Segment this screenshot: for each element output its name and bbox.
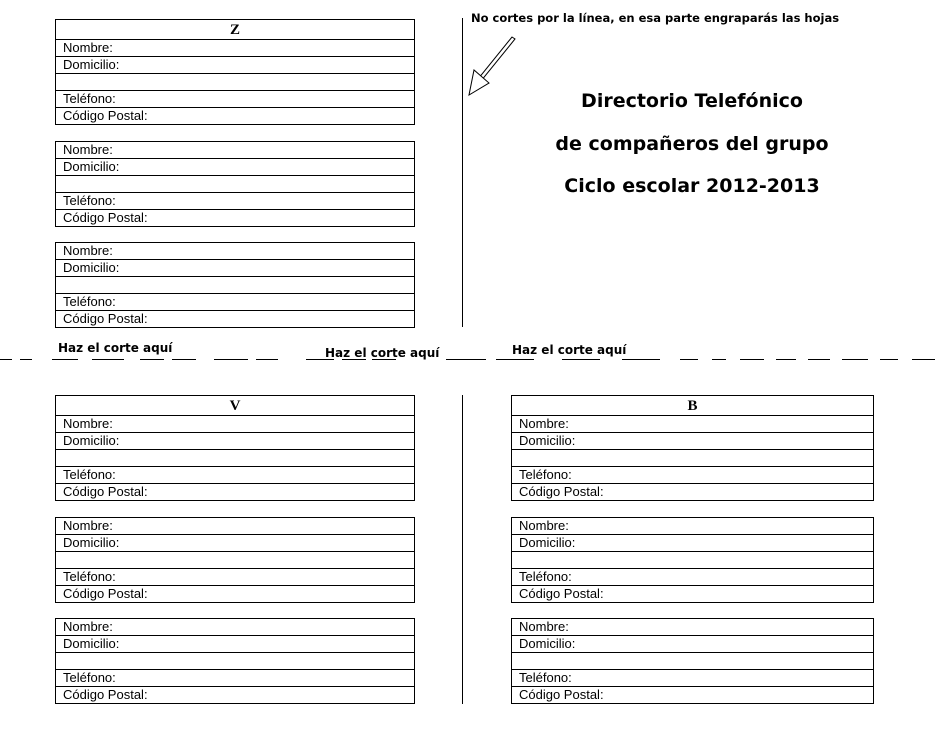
domicilio-label: Domicilio:	[56, 159, 414, 176]
cut-here-label-3: Haz el corte aquí	[512, 343, 627, 357]
domicilio-blank-line	[56, 176, 414, 193]
domicilio-label: Domicilio:	[512, 636, 873, 653]
cut-here-label-1: Haz el corte aquí	[58, 341, 173, 355]
nombre-label: Nombre:	[56, 518, 414, 535]
nombre-label: Nombre:	[56, 416, 414, 433]
telefono-label: Teléfono:	[56, 670, 414, 687]
codigo-postal-label: Código Postal:	[63, 586, 148, 601]
domicilio-label: Domicilio:	[56, 57, 414, 74]
cut-here-label-2: Haz el corte aquí	[325, 346, 440, 360]
telefono-label: Teléfono:	[512, 670, 873, 687]
nombre-label: Nombre:	[56, 243, 414, 260]
section-letter-z: Z	[56, 20, 414, 40]
title-line-3: Ciclo escolar 2012-2013	[564, 175, 820, 197]
codigo-postal-label: Código Postal:	[63, 108, 148, 123]
telefono-label: Teléfono:	[56, 294, 414, 311]
contact-card-b-3	[511, 618, 874, 704]
codigo-postal-label: Código Postal:	[63, 210, 148, 225]
nombre-label: Nombre:	[56, 142, 414, 159]
contact-card-v-2	[55, 517, 415, 603]
telefono-label: Teléfono:	[56, 91, 414, 108]
nombre-label: Nombre:	[56, 40, 414, 57]
contact-card-b-1	[511, 395, 874, 501]
codigo-postal-label: Código Postal:	[63, 687, 148, 702]
domicilio-blank-line	[56, 277, 414, 294]
codigo-postal-label: Código Postal:	[63, 311, 148, 326]
nombre-label: Nombre:	[56, 619, 414, 636]
domicilio-blank-line	[56, 653, 414, 670]
nombre-label: Nombre:	[512, 619, 873, 636]
domicilio-blank-line	[512, 653, 873, 670]
domicilio-label: Domicilio:	[512, 535, 873, 552]
contact-card-b-2	[511, 517, 874, 603]
section-letter-v: V	[56, 396, 414, 416]
domicilio-blank-line	[56, 450, 414, 467]
staple-fold-line-bottom	[462, 395, 463, 704]
codigo-postal-label: Código Postal:	[519, 484, 604, 499]
staple-fold-line-top	[462, 18, 463, 327]
arrow-icon	[464, 34, 516, 98]
staple-instruction-note: No cortes por la línea, en esa parte engraparás las hojas	[471, 11, 840, 25]
nombre-label: Nombre:	[512, 518, 873, 535]
title-line-1: Directorio Telefónico	[581, 90, 803, 112]
codigo-postal-label: Código Postal:	[519, 687, 604, 702]
contact-card-z-3	[55, 242, 415, 328]
contact-card-z-2	[55, 141, 415, 227]
domicilio-label: Domicilio:	[56, 636, 414, 653]
telefono-label: Teléfono:	[56, 193, 414, 210]
domicilio-blank-line	[512, 552, 873, 569]
domicilio-label: Domicilio:	[56, 535, 414, 552]
title-line-2: de compañeros del grupo	[555, 133, 829, 155]
telefono-label: Teléfono:	[512, 467, 873, 484]
domicilio-label: Domicilio:	[56, 433, 414, 450]
codigo-postal-label: Código Postal:	[63, 484, 148, 499]
domicilio-label: Domicilio:	[512, 433, 873, 450]
telefono-label: Teléfono:	[56, 467, 414, 484]
nombre-label: Nombre:	[512, 416, 873, 433]
contact-card-v-1	[55, 395, 415, 501]
domicilio-blank-line	[56, 552, 414, 569]
telefono-label: Teléfono:	[56, 569, 414, 586]
domicilio-blank-line	[56, 74, 414, 91]
contact-card-v-3	[55, 618, 415, 704]
contact-card-z-1	[55, 19, 415, 125]
telefono-label: Teléfono:	[512, 569, 873, 586]
section-letter-b: B	[512, 396, 873, 416]
domicilio-blank-line	[512, 450, 873, 467]
domicilio-label: Domicilio:	[56, 260, 414, 277]
codigo-postal-label: Código Postal:	[519, 586, 604, 601]
